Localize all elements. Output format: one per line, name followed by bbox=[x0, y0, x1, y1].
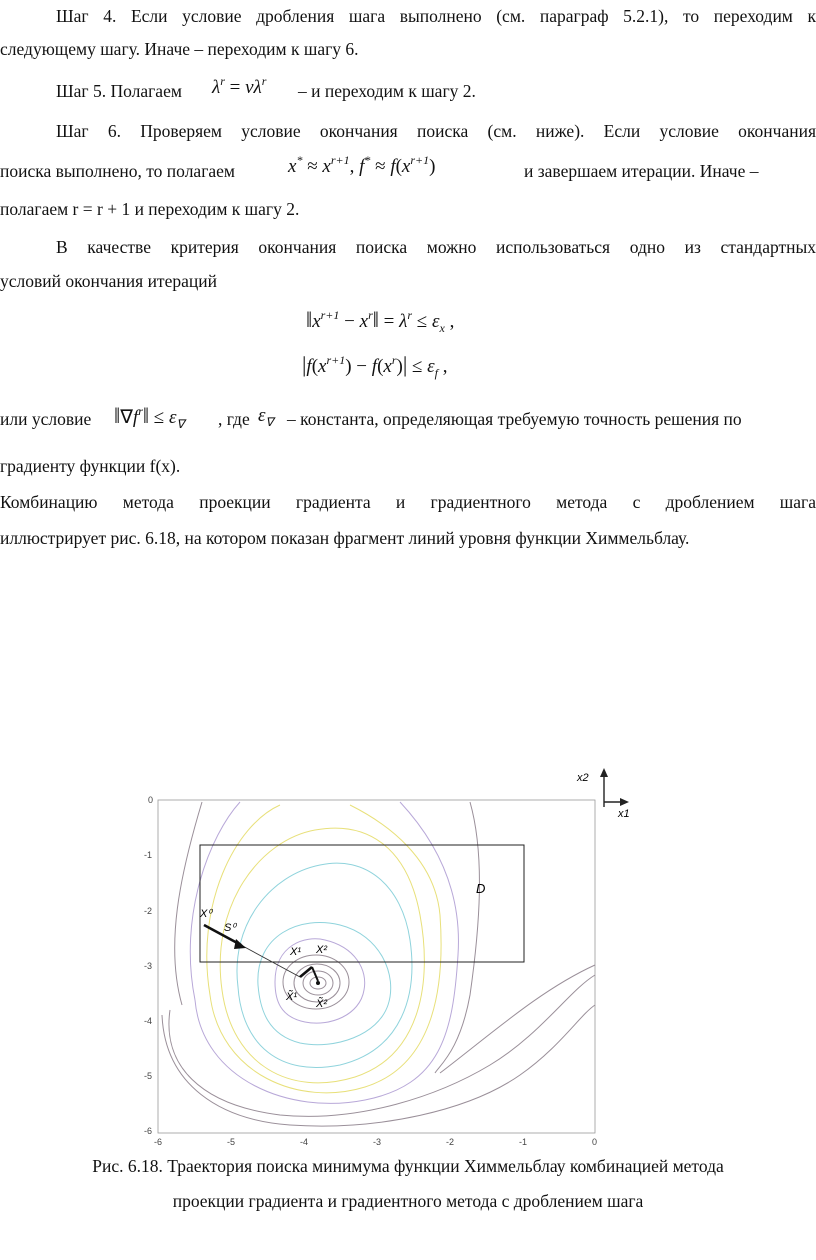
x-tick: -2 bbox=[446, 1137, 455, 1147]
combo-line1 bbox=[0, 491, 816, 513]
label-xt2: X̃² bbox=[316, 998, 327, 1010]
step6-line3-text: полагаем r = r + 1 и переходим к шагу 2. bbox=[0, 199, 300, 219]
y-tick: -5 bbox=[144, 1071, 153, 1081]
x-tick: 0 bbox=[592, 1137, 598, 1147]
label-s0: S⁰ bbox=[224, 922, 236, 934]
x-axis-ticks bbox=[154, 1137, 597, 1147]
crit-formula2: $|f(x^{r+1}) - f(x^r)| \le \varepsilon_f$ , bbox=[302, 352, 448, 380]
x-tick: -1 bbox=[519, 1137, 528, 1147]
x-tick: -5 bbox=[227, 1137, 236, 1147]
or-rest: – константа, определяющая требуемую точность решения по bbox=[287, 409, 742, 429]
crit-line1 bbox=[0, 236, 816, 258]
label-xt1: X̃¹ bbox=[286, 991, 297, 1003]
label-x2: X² bbox=[316, 944, 327, 956]
y-tick: -1 bbox=[144, 850, 153, 860]
step6-text: Шаг 6. Проверяем условие окончания поиска (см. ниже). Если условие окончания bbox=[56, 121, 816, 141]
x-tick: -3 bbox=[373, 1137, 382, 1147]
step6-line2a: поиска выполнено, то полагаем bbox=[0, 161, 235, 181]
step6-line2b: и завершаем итерации. Иначе – bbox=[524, 161, 759, 181]
combo-line2: иллюстрирует рис. 6.18, на котором показан фрагмент линий уровня функции Химмельблау. bbox=[0, 528, 690, 548]
step6-line1 bbox=[0, 120, 816, 142]
caption-line1: Рис. 6.18. Траектория поиска минимума функции Химмельблау комбинацией метода bbox=[92, 1156, 724, 1176]
step4-text: Шаг 4. Если условие дробления шага выполнено (см. параграф 5.2.1), то переходим к bbox=[56, 6, 816, 26]
caption-line2: проекции градиента и градиентного метода с дроблением шага bbox=[172, 1191, 644, 1211]
label-x0: X⁰ bbox=[200, 908, 212, 920]
grad-formula: $‖\nabla f^r‖ \le \varepsilon_\nabla$ bbox=[114, 403, 185, 431]
eps-formula: $\varepsilon_\nabla$ bbox=[258, 405, 274, 429]
inset-y-label: x2 bbox=[577, 772, 589, 784]
or-where: , где bbox=[218, 409, 250, 429]
y-tick: -3 bbox=[144, 961, 153, 971]
y-tick: -4 bbox=[144, 1016, 153, 1026]
crit-line2: условий окончания итераций bbox=[0, 271, 217, 291]
step5-rest: – и переходим к шагу 2. bbox=[298, 81, 476, 101]
grad-line: градиенту функции f(x). bbox=[0, 456, 181, 476]
step4-line2: следующему шагу. Иначе – переходим к шагу 6. bbox=[0, 39, 359, 59]
step5-formula: $\lambda^r = \nu\lambda^r$ bbox=[212, 74, 267, 98]
y-tick: -2 bbox=[144, 906, 153, 916]
step4-line1 bbox=[0, 5, 816, 27]
step5-label: Шаг 5. Полагаем bbox=[56, 81, 182, 101]
x-tick: -6 bbox=[154, 1137, 163, 1147]
or-label: или условие bbox=[0, 409, 92, 429]
crit-text: В качестве критерия окончания поиска можно использоваться одно из стандартных bbox=[56, 237, 816, 257]
region-d-label: D bbox=[476, 881, 486, 896]
y-axis-ticks bbox=[144, 795, 153, 1136]
crit-formula1: $‖x^{r+1}$ − $x^r‖ = \lambda^r \le \varepsilon_x$ , bbox=[306, 307, 455, 335]
combo-text: Комбинацию метода проекции градиента и градиентного метода с дроблением шага bbox=[0, 492, 816, 512]
y-tick: 0 bbox=[148, 795, 154, 805]
label-x1: X¹ bbox=[290, 946, 301, 958]
y-tick: -6 bbox=[144, 1126, 153, 1136]
himmelblau-figure bbox=[140, 765, 640, 1150]
step6-line3 bbox=[0, 198, 299, 220]
inset-x-label: x1 bbox=[618, 808, 630, 820]
x-tick: -4 bbox=[300, 1137, 309, 1147]
step6-formula: $x^* \approx x^{r+1}$, $f^* \approx f(x^{r+1})$ bbox=[288, 153, 436, 177]
